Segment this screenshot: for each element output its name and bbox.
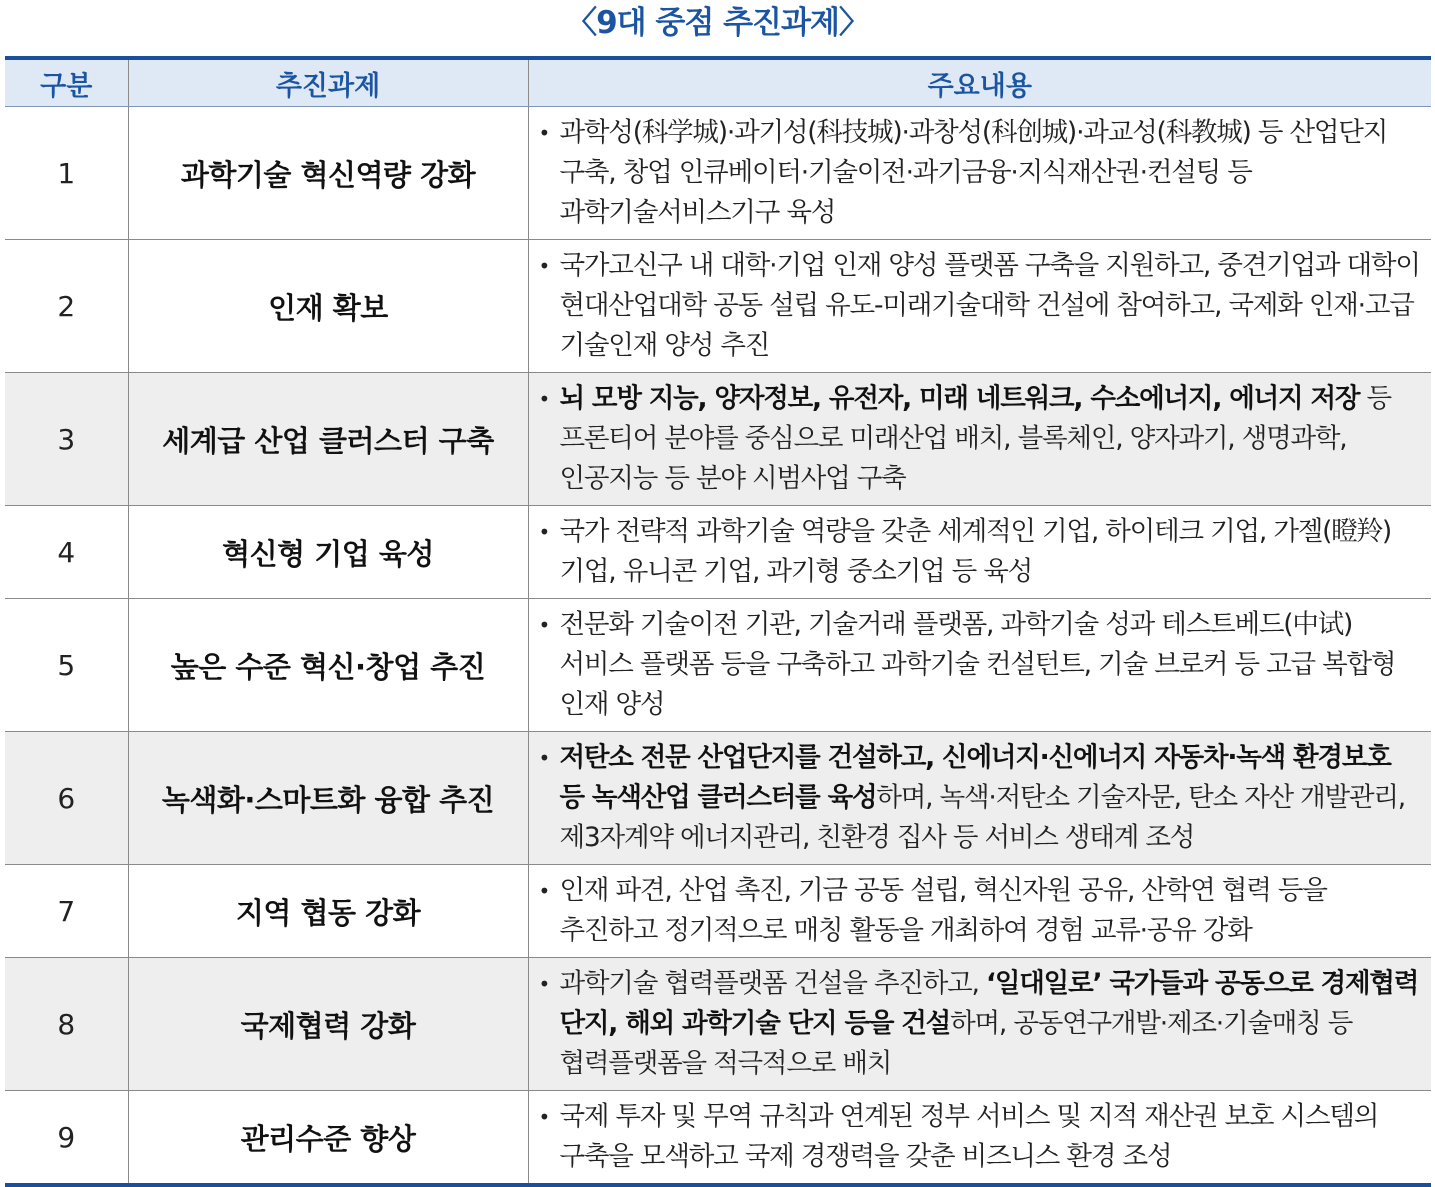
- content-bold-text: 뇌 모방 지능, 양자정보, 유전자, 미래 네트워크, 수소에너지, 에너지 저장: [559, 383, 1360, 414]
- table-row: [5, 1091, 1431, 1186]
- bullet-icon: •: [538, 387, 550, 411]
- row-task: 인재 확보: [128, 240, 528, 373]
- row-number: 8: [5, 958, 128, 1091]
- table-row: [5, 599, 1431, 732]
- bullet-icon: •: [538, 254, 550, 278]
- table-row: [5, 373, 1431, 506]
- bullet-icon: •: [538, 746, 550, 770]
- row-number: 7: [5, 865, 128, 958]
- row-content: [528, 506, 1431, 599]
- row-content: [528, 1091, 1431, 1186]
- row-number: 9: [57, 1120, 76, 1154]
- bullet-icon: •: [538, 879, 550, 903]
- table-row: [5, 506, 1431, 599]
- row-content: [528, 107, 1431, 240]
- row-content: [528, 958, 1431, 1091]
- header-content: 주요내용: [528, 58, 1431, 107]
- row-task: 관리수준 향상: [128, 1091, 528, 1186]
- row-task: 지역 협동 강화: [128, 865, 528, 958]
- row-content: [528, 865, 1431, 958]
- content-bold-text: ‘일대일로’ 국가들과 공동으로 경제협력 단지, 해외 과학기술 단지 등을 건설: [559, 968, 1419, 1039]
- content-pre-text: 과학기술 협력플랫폼 건설을 추진하고,: [559, 968, 987, 999]
- table-row: [5, 865, 1431, 958]
- content-text: 하며, 녹색·저탄소 기술자문, 탄소 자산 개발관리, 제3자계약 에너지관리, 친환경 집사 등 서비스 생태계 조성: [559, 782, 1405, 853]
- page-title: 〈9대 중점 추진과제〉: [566, 5, 869, 41]
- content-text: 국가 전략적 과학기술 역량을 갖춘 세계적인 기업, 하이테크 기업, 가젤(瞪羚)기업, 유니콘 기업, 과기형 중소기업 등 육성: [559, 516, 1392, 587]
- tasks-table: [5, 56, 1431, 1187]
- bullet-icon: •: [538, 520, 550, 544]
- table-row: [5, 107, 1431, 240]
- content-text: 전문화 기술이전 기관, 기술거래 플랫폼, 과학기술 성과 테스트베드(中试) 서비스 플랫폼 등을 구축하고 과학기술 컨설턴트, 기술 브로커 등 고급 복합형 인재 양성: [559, 609, 1396, 720]
- bullet-icon: •: [538, 613, 550, 637]
- row-number: 3: [5, 373, 128, 506]
- row-task: 과학기술 혁신역량 강화: [128, 107, 528, 240]
- content-text: 과학성(科学城)·과기성(科技城)·과창성(科创城)·과교성(科教城) 등 산업단지 구축, 창업 인큐베이터·기술이전·과기금융·지식재산권·컨설팅 등 과학기술서비스기구 육성: [559, 117, 1388, 228]
- header-task: 추진과제: [128, 58, 528, 107]
- bullet-icon: •: [538, 121, 550, 145]
- bullet-icon: •: [538, 1105, 550, 1129]
- row-number: 4: [5, 506, 128, 599]
- row-content: [528, 240, 1431, 373]
- row-number: 2: [5, 240, 128, 373]
- content-text: 국가고신구 내 대학·기업 인재 양성 플랫폼 구축을 지원하고, 중견기업과 대학이 현대산업대학 공동 설립 유도-미래기술대학 건설에 참여하고, 국제화 인재·고급 기술인재 양성 추진: [559, 250, 1420, 361]
- row-task: 세계급 산업 클러스터 구축: [128, 373, 528, 506]
- table-header-row: [5, 58, 1431, 107]
- header-category: 구분: [5, 58, 128, 107]
- row-task: 높은 수준 혁신·창업 추진: [128, 599, 528, 732]
- content-text: 등 프론티어 분야를 중심으로 미래산업 배치, 블록체인, 양자과기, 생명과학, 인공지능 등 분야 시범사업 구축: [559, 383, 1391, 494]
- row-task: 국제협력 강화: [128, 958, 528, 1091]
- row-number: 6: [5, 732, 128, 865]
- row-task: 혁신형 기업 육성: [128, 506, 528, 599]
- row-content: [528, 732, 1431, 865]
- row-content: [528, 599, 1431, 732]
- table-row: [5, 732, 1431, 865]
- content-bold-text: 저탄소 전문 산업단지를 건설하고, 신에너지·신에너지 자동차·녹색 환경보호 등 녹색산업 클러스터를 육성: [559, 742, 1391, 813]
- content-text: 인재 파견, 산업 촉진, 기금 공동 설립, 혁신자원 공유, 산학연 협력 등을 추진하고 정기적으로 매칭 활동을 개최하여 경험 교류·공유 강화: [559, 875, 1327, 946]
- row-task: 녹색화·스마트화 융합 추진: [128, 732, 528, 865]
- bullet-icon: •: [538, 972, 550, 996]
- content-text: 하며, 공동연구개발·제조·기술매칭 등 협력플랫폼을 적극적으로 배치: [559, 1008, 1353, 1079]
- row-number: 5: [5, 599, 128, 732]
- row-content: [528, 373, 1431, 506]
- table-row: [5, 240, 1431, 373]
- content-text: 국제 투자 및 무역 규칙과 연계된 정부 서비스 및 지적 재산권 보호 시스템의 구축을 모색하고 국제 경쟁력을 갖춘 비즈니스 환경 조성: [559, 1101, 1379, 1172]
- row-number: 1: [5, 107, 128, 240]
- table-row: [5, 958, 1431, 1091]
